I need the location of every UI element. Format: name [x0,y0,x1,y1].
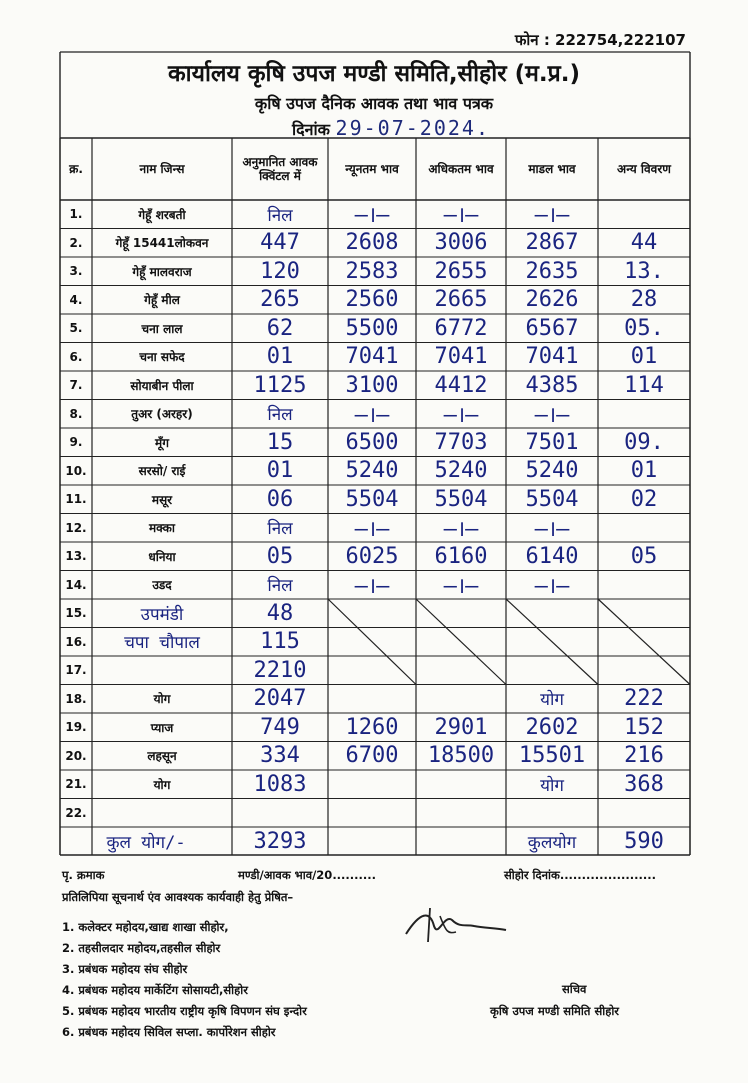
footer-ref: पृ. क्रमाक [62,868,105,882]
column-header: अनुमानित आवक क्विंटल में [242,155,318,183]
table-cell-min: —।— [354,402,390,428]
table-cell-name: मसूर [151,492,173,507]
recipient-item: 6. प्रबंधक महोदय सिविल सप्ला. कार्पोरेशन सीहोर [62,1025,276,1039]
table-cell-name: उडद [152,578,172,593]
table-cell-arrival: निल [267,519,293,540]
table-cell-name: योग [153,692,171,707]
table-cell-max: 18500 [427,743,495,769]
table-cell-min: 6025 [345,543,399,569]
column-header: माडल भाव [528,162,576,176]
table-cell-no: 17. [65,663,87,678]
table-cell-name: प्याज [150,720,174,735]
table-cell-min: 3100 [345,372,399,398]
date-label: दिनांक [292,120,330,139]
table-cell-model: 7041 [525,344,579,370]
table-cell-no: 22. [65,805,87,820]
table-cell-other: 01 [630,458,658,484]
table-cell-min: 5500 [345,315,399,341]
table-cell-model: 2602 [525,714,579,740]
table-cell-max: 5240 [434,458,488,484]
recipient-item: 3. प्रबंधक महोदय संघ सीहोर [62,962,188,976]
grid-line [416,599,506,685]
table-cell-name: चना सफेद [139,350,185,365]
table-cell-model: 5504 [525,486,579,512]
recipient-item: 4. प्रबंधक महोदय मार्केटिंग सोसायटी,सीहोर [62,983,248,997]
footer-mandi-line: मण्डी/आवक भाव/20.......... [238,868,376,882]
table-cell-other: 114 [624,372,664,398]
table-cell-arrival: 1125 [253,372,307,398]
table-cell-model: —।— [534,516,570,542]
table-cell-arrival: 2047 [253,686,307,712]
table-cell-other: 222 [624,686,664,712]
grid-line [328,599,416,685]
table-cell-other: 368 [624,771,664,797]
table-cell-model: 7501 [525,429,579,455]
table-cell-name: सरसो/ राई [138,464,186,479]
table-cell-max: 6772 [434,315,488,341]
table-cell-max: —।— [443,516,479,542]
table-cell-min: 7041 [345,344,399,370]
table-cell-other: 05. [624,315,664,341]
table-cell-max: 4412 [434,372,488,398]
table-cell-no: 14. [65,577,87,592]
table-cell-no: 19. [65,720,87,735]
table-cell-arrival: निल [267,205,293,226]
phone-number: फोन : 222754,222107 [514,31,686,49]
table-cell-no: 8. [69,406,83,421]
table-cell-name: सोयाबीन पीला [130,378,194,393]
table-cell-arrival: 115 [260,629,300,655]
table-cell-arrival: निल [267,405,293,426]
table-cell-model: योग [540,690,564,711]
table-cell-arrival: 1083 [253,771,307,797]
table-cell-other: 216 [624,743,664,769]
table-cell-name: लहसून [147,749,177,764]
table-cell-no: 12. [65,520,87,535]
table-cell-arrival: 06 [266,486,294,512]
table-cell-arrival: 48 [266,600,294,626]
column-header: अन्य विवरण [617,162,671,176]
date-value: 29-07-2024. [335,116,490,140]
table-cell-arrival: 01 [266,344,294,370]
column-header: क्र. [69,162,83,176]
table-cell-model: 2635 [525,258,579,284]
table-cell-max: —।— [443,203,479,229]
copy-line: प्रतिलिपिया सूचनार्थ एंव आवश्यक कार्यवाही हेतु प्रेषित– [62,890,294,904]
table-cell-other: 09. [624,429,664,455]
table-cell-model: 6140 [525,543,579,569]
table-cell-model: योग [540,775,564,796]
table-cell-other: 28 [630,287,658,313]
table-cell-model: 2867 [525,230,579,256]
table-cell-min: 2608 [345,230,399,256]
column-header: अधिकतम भाव [428,162,494,176]
table-cell-max: 2655 [434,258,488,284]
table-cell-model: —।— [534,402,570,428]
table-cell-max: 3006 [434,230,488,256]
total-other: 590 [624,828,664,854]
table-cell-max: 7703 [434,429,488,455]
table-cell-name: गेहूँ 15441लोकवन [115,236,209,251]
table-cell-max: 2665 [434,287,488,313]
table-cell-min: 5504 [345,486,399,512]
committee-label: कृषि उपज मण्डी समिति सीहोर [490,1004,620,1018]
table-cell-max: 7041 [434,344,488,370]
table-cell-arrival: 265 [260,287,300,313]
table-cell-max: 5504 [434,486,488,512]
table-cell-arrival: 334 [260,743,300,769]
table-cell-min: 6500 [345,429,399,455]
grid-line [598,599,690,685]
table-cell-model: 4385 [525,372,579,398]
table-cell-min: 2560 [345,287,399,313]
table-cell-name: उपमंडी [140,604,184,625]
table-cell-no: 13. [65,549,87,564]
table-cell-arrival: 01 [266,458,294,484]
table-cell-arrival: 2210 [253,657,307,683]
table-cell-other: 13. [624,258,664,284]
secretary-label: सचिव [562,982,587,996]
table-cell-no: 16. [65,634,87,649]
table-cell-min: —।— [354,203,390,229]
table-cell-name: मक्का [148,521,176,536]
table-cell-no: 6. [69,349,83,364]
table-cell-name: तुअर (अरहर) [131,407,193,422]
table-cell-max: —।— [443,573,479,599]
table-cell-no: 5. [69,321,83,336]
table-cell-arrival: 447 [260,230,300,256]
total-value: 3293 [253,828,307,854]
table-cell-name: चपा चौपाल [124,633,200,654]
table-cell-model: 15501 [518,743,586,769]
table-cell-no: 3. [69,264,83,279]
table-cell-name: गेहूँ मालवराज [132,264,192,279]
total-model-label: कुलयोग [527,832,577,853]
table-cell-min: —।— [354,516,390,542]
table-cell-name: मूँग [155,435,169,450]
table-cell-name: योग [153,777,171,792]
column-header: न्यूनतम भाव [345,162,399,176]
footer-date: सीहोर दिनांक...................... [504,868,656,882]
table-cell-min: —।— [354,573,390,599]
table-cell-max: 6160 [434,543,488,569]
grid-line [506,599,598,685]
recipient-item: 2. तहसीलदार महोदय,तहसील सीहोर [62,941,221,955]
table-cell-arrival: 62 [266,315,294,341]
table-cell-no: 10. [65,463,87,478]
report-subtitle: कृषि उपज दैनिक आवक तथा भाव पत्रक [254,94,494,113]
table-cell-model: 6567 [525,315,579,341]
table-cell-other: 44 [630,230,658,256]
table-cell-other: 05 [630,543,658,569]
table-cell-no: 21. [65,777,87,792]
table-cell-name: चना लाल [141,321,183,336]
table-cell-no: 11. [65,492,87,507]
table-cell-max: —।— [443,402,479,428]
table-cell-arrival: 05 [266,543,294,569]
recipient-item: 1. कलेक्टर महोदय,खाद्य शाखा सीहोर, [62,920,229,934]
table-cell-model: 2626 [525,287,579,313]
table-cell-no: 7. [69,378,83,393]
table-cell-min: 6700 [345,743,399,769]
table-cell-name: गेहूँ शरबती [138,207,186,222]
table-cell-no: 2. [69,235,83,250]
office-title: कार्यालय कृषि उपज मण्डी समिति,सीहोर (म.प्र.) [168,61,580,87]
table-cell-arrival: 120 [260,258,300,284]
table-cell-max: 2901 [434,714,488,740]
table-cell-no: 4. [69,292,83,307]
table-cell-name: गेहूँ मील [144,293,180,308]
table-cell-other: 01 [630,344,658,370]
table-cell-name: धनिया [148,549,176,564]
total-label: कुल योग/- [106,832,186,853]
table-cell-arrival: निल [267,576,293,597]
table-cell-model: 5240 [525,458,579,484]
recipient-item: 5. प्रबंधक महोदय भारतीय राष्ट्रीय कृषि विपणन संघ इन्दोर [62,1004,307,1018]
table-cell-no: 20. [65,748,87,763]
table-cell-arrival: 749 [260,714,300,740]
table-cell-min: 2583 [345,258,399,284]
table-cell-arrival: 15 [266,429,294,455]
table-cell-min: 1260 [345,714,399,740]
table-cell-no: 1. [69,207,83,222]
table-cell-no: 15. [65,606,87,621]
table-cell-model: —।— [534,573,570,599]
table-cell-no: 18. [65,691,87,706]
table-cell-no: 9. [69,435,83,450]
signature [400,902,510,948]
table-cell-other: 152 [624,714,664,740]
table-cell-model: —।— [534,203,570,229]
table-cell-other: 02 [630,486,658,512]
table-cell-min: 5240 [345,458,399,484]
column-header: नाम जिन्स [139,162,185,176]
